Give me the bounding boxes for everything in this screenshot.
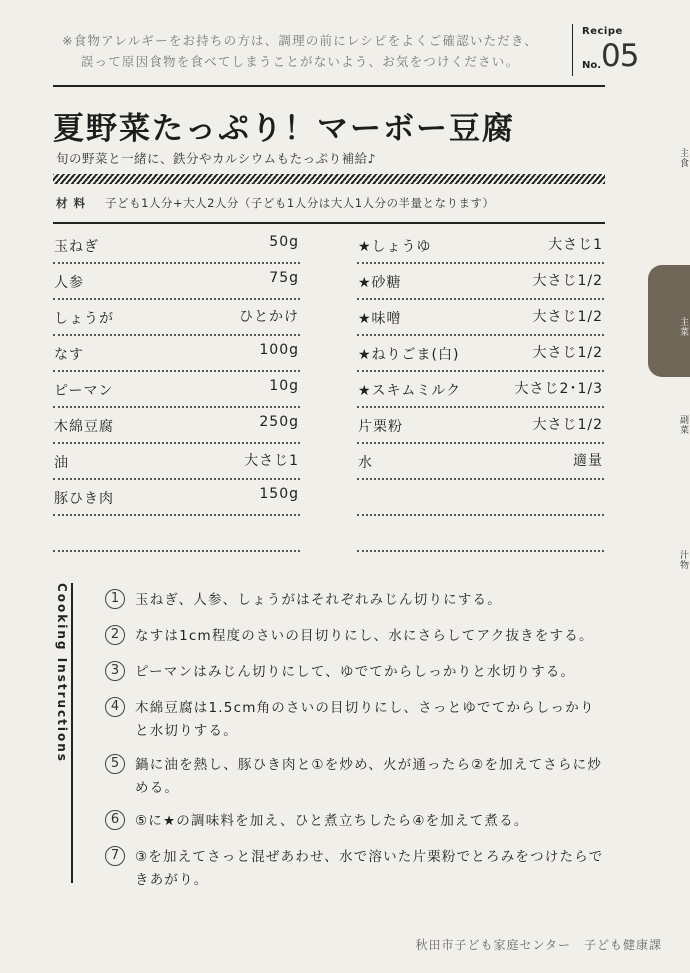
- ingredient-name: なす: [54, 347, 84, 363]
- ingredient-row: [53, 372, 300, 408]
- step-number: 4: [105, 697, 125, 717]
- allergy-notice-line2: 誤って原因食物を食べてしまうことがないよう、お気をつけください。: [80, 54, 520, 69]
- ingredient-row: [357, 300, 604, 336]
- ingredient-row: [357, 408, 604, 444]
- recipe-subtitle: 旬の野菜と一緒に、鉄分やカルシウムもたっぷり補給♪: [56, 151, 377, 166]
- step-number: 6: [105, 810, 125, 830]
- ingredient-amount: 150g: [259, 486, 299, 502]
- ingredient-row: [357, 372, 604, 408]
- ingredient-amount: ひとかけ: [239, 309, 299, 325]
- step-number: 7: [105, 846, 125, 866]
- ingredients-left-column: [53, 228, 300, 552]
- ingredient-amount: 大さじ1: [548, 237, 603, 253]
- ingredient-name: 木綿豆腐: [54, 419, 114, 435]
- ingredients-right-column: [357, 228, 604, 552]
- recipe-number-badge: [572, 24, 662, 76]
- ingredient-name: ★味噌: [358, 311, 402, 327]
- step-text: ピーマンはみじん切りにして、ゆでてからしっかりと水切りする。: [135, 664, 576, 680]
- step-number: 1: [105, 589, 125, 609]
- ingredient-row: [357, 336, 604, 372]
- ingredient-row: [357, 228, 604, 264]
- ingredient-name: 片栗粉: [358, 419, 403, 435]
- ingredient-row: [53, 264, 300, 300]
- side-tab-main-dish-label: 主菜: [678, 317, 688, 337]
- ingredient-row-empty: [53, 516, 300, 552]
- ingredient-row: [53, 300, 300, 336]
- hatched-divider: [53, 174, 605, 184]
- step-number: 2: [105, 625, 125, 645]
- ingredient-amount: 大さじ2･1/3: [514, 381, 603, 397]
- ingredient-name: ★ねりごま(白): [358, 347, 460, 363]
- side-tab-main-dish[interactable]: [648, 265, 690, 377]
- step-text: ③を加えてさっと混ぜあわせ、水で溶いた片栗粉でとろみをつけたらできあがり。: [135, 849, 604, 888]
- ingredient-row: [53, 408, 300, 444]
- ingredient-amount: 大さじ1/2: [532, 309, 603, 325]
- ingredient-row: [357, 444, 604, 480]
- step-text: ⑤に★の調味料を加え、ひと煮立ちしたら④を加えて煮る。: [135, 813, 529, 829]
- allergy-notice: [40, 30, 560, 72]
- allergy-notice-line1: ※食物アレルギーをお持ちの方は、調理の前にレシピをよくご確認いただき、: [62, 33, 538, 48]
- ingredient-name: ピーマン: [54, 383, 114, 399]
- ingredient-name: 油: [54, 455, 69, 471]
- ingredient-row-empty: [357, 516, 604, 552]
- ingredient-row: [357, 264, 604, 300]
- page-title: 夏野菜たっぷり！マーボー豆腐: [53, 111, 515, 147]
- ingredient-amount: 10g: [269, 378, 299, 394]
- ingredients-divider: [53, 222, 605, 224]
- servings-line: [56, 195, 495, 211]
- step-number: 5: [105, 754, 125, 774]
- recipe-label: Recipe: [582, 26, 623, 37]
- ingredient-name: 人参: [54, 275, 84, 291]
- ingredient-name: 豚ひき肉: [54, 491, 114, 507]
- ingredient-row: [53, 480, 300, 516]
- ingredient-name: しょうが: [54, 311, 114, 327]
- ingredient-name: 玉ねぎ: [54, 239, 99, 255]
- servings-label: 材料: [56, 196, 91, 210]
- ingredient-amount: 大さじ1/2: [532, 417, 603, 433]
- ingredient-amount: 大さじ1/2: [532, 273, 603, 289]
- ingredient-amount: 大さじ1: [244, 453, 299, 469]
- step-text: 木綿豆腐は1.5cm角のさいの目切りにし、さっとゆでてからしっかりと水切りする。: [135, 700, 595, 739]
- ingredient-name: ★スキムミルク: [358, 383, 462, 399]
- ingredient-amount: 100g: [259, 342, 299, 358]
- side-tab-soup[interactable]: 汁物: [678, 550, 688, 570]
- ingredient-amount: 50g: [269, 234, 299, 250]
- footer-credit: 秋田市子ども家庭センター 子ども健康課: [415, 938, 662, 952]
- step-number: 3: [105, 661, 125, 681]
- side-tab-side-dish[interactable]: 副菜: [678, 415, 688, 435]
- step-text: 鍋に油を熱し、豚ひき肉と①を炒め、火が通ったら②を加えてさらに炒める。: [135, 757, 603, 796]
- step-text: 玉ねぎ、人参、しょうがはそれぞれみじん切りにする。: [135, 592, 502, 608]
- ingredient-row: [53, 336, 300, 372]
- side-tab-staple[interactable]: 主食: [678, 148, 688, 168]
- ingredient-row-empty: [357, 480, 604, 516]
- recipe-number: 05: [601, 38, 639, 74]
- ingredient-row: [53, 444, 300, 480]
- step-text: なすは1cm程度のさいの目切りにし、水にさらしてアク抜きをする。: [135, 628, 594, 644]
- top-divider: [53, 85, 605, 87]
- ingredient-name: ★砂糖: [358, 275, 402, 291]
- servings-text: 子ども1人分+大人2人分（子ども1人分は大人1人分の半量となります）: [105, 196, 495, 210]
- ingredient-amount: 適量: [573, 453, 603, 469]
- ingredient-amount: 75g: [269, 270, 299, 286]
- cooking-instructions-label: Cooking Instructions: [55, 583, 69, 763]
- ingredient-name: 水: [358, 455, 373, 471]
- cooking-instructions-heading: [53, 583, 73, 883]
- ingredient-row: [53, 228, 300, 264]
- ingredient-amount: 大さじ1/2: [532, 345, 603, 361]
- ingredient-amount: 250g: [259, 414, 299, 430]
- recipe-no-label: No.: [582, 60, 602, 71]
- ingredient-name: ★しょうゆ: [358, 239, 432, 255]
